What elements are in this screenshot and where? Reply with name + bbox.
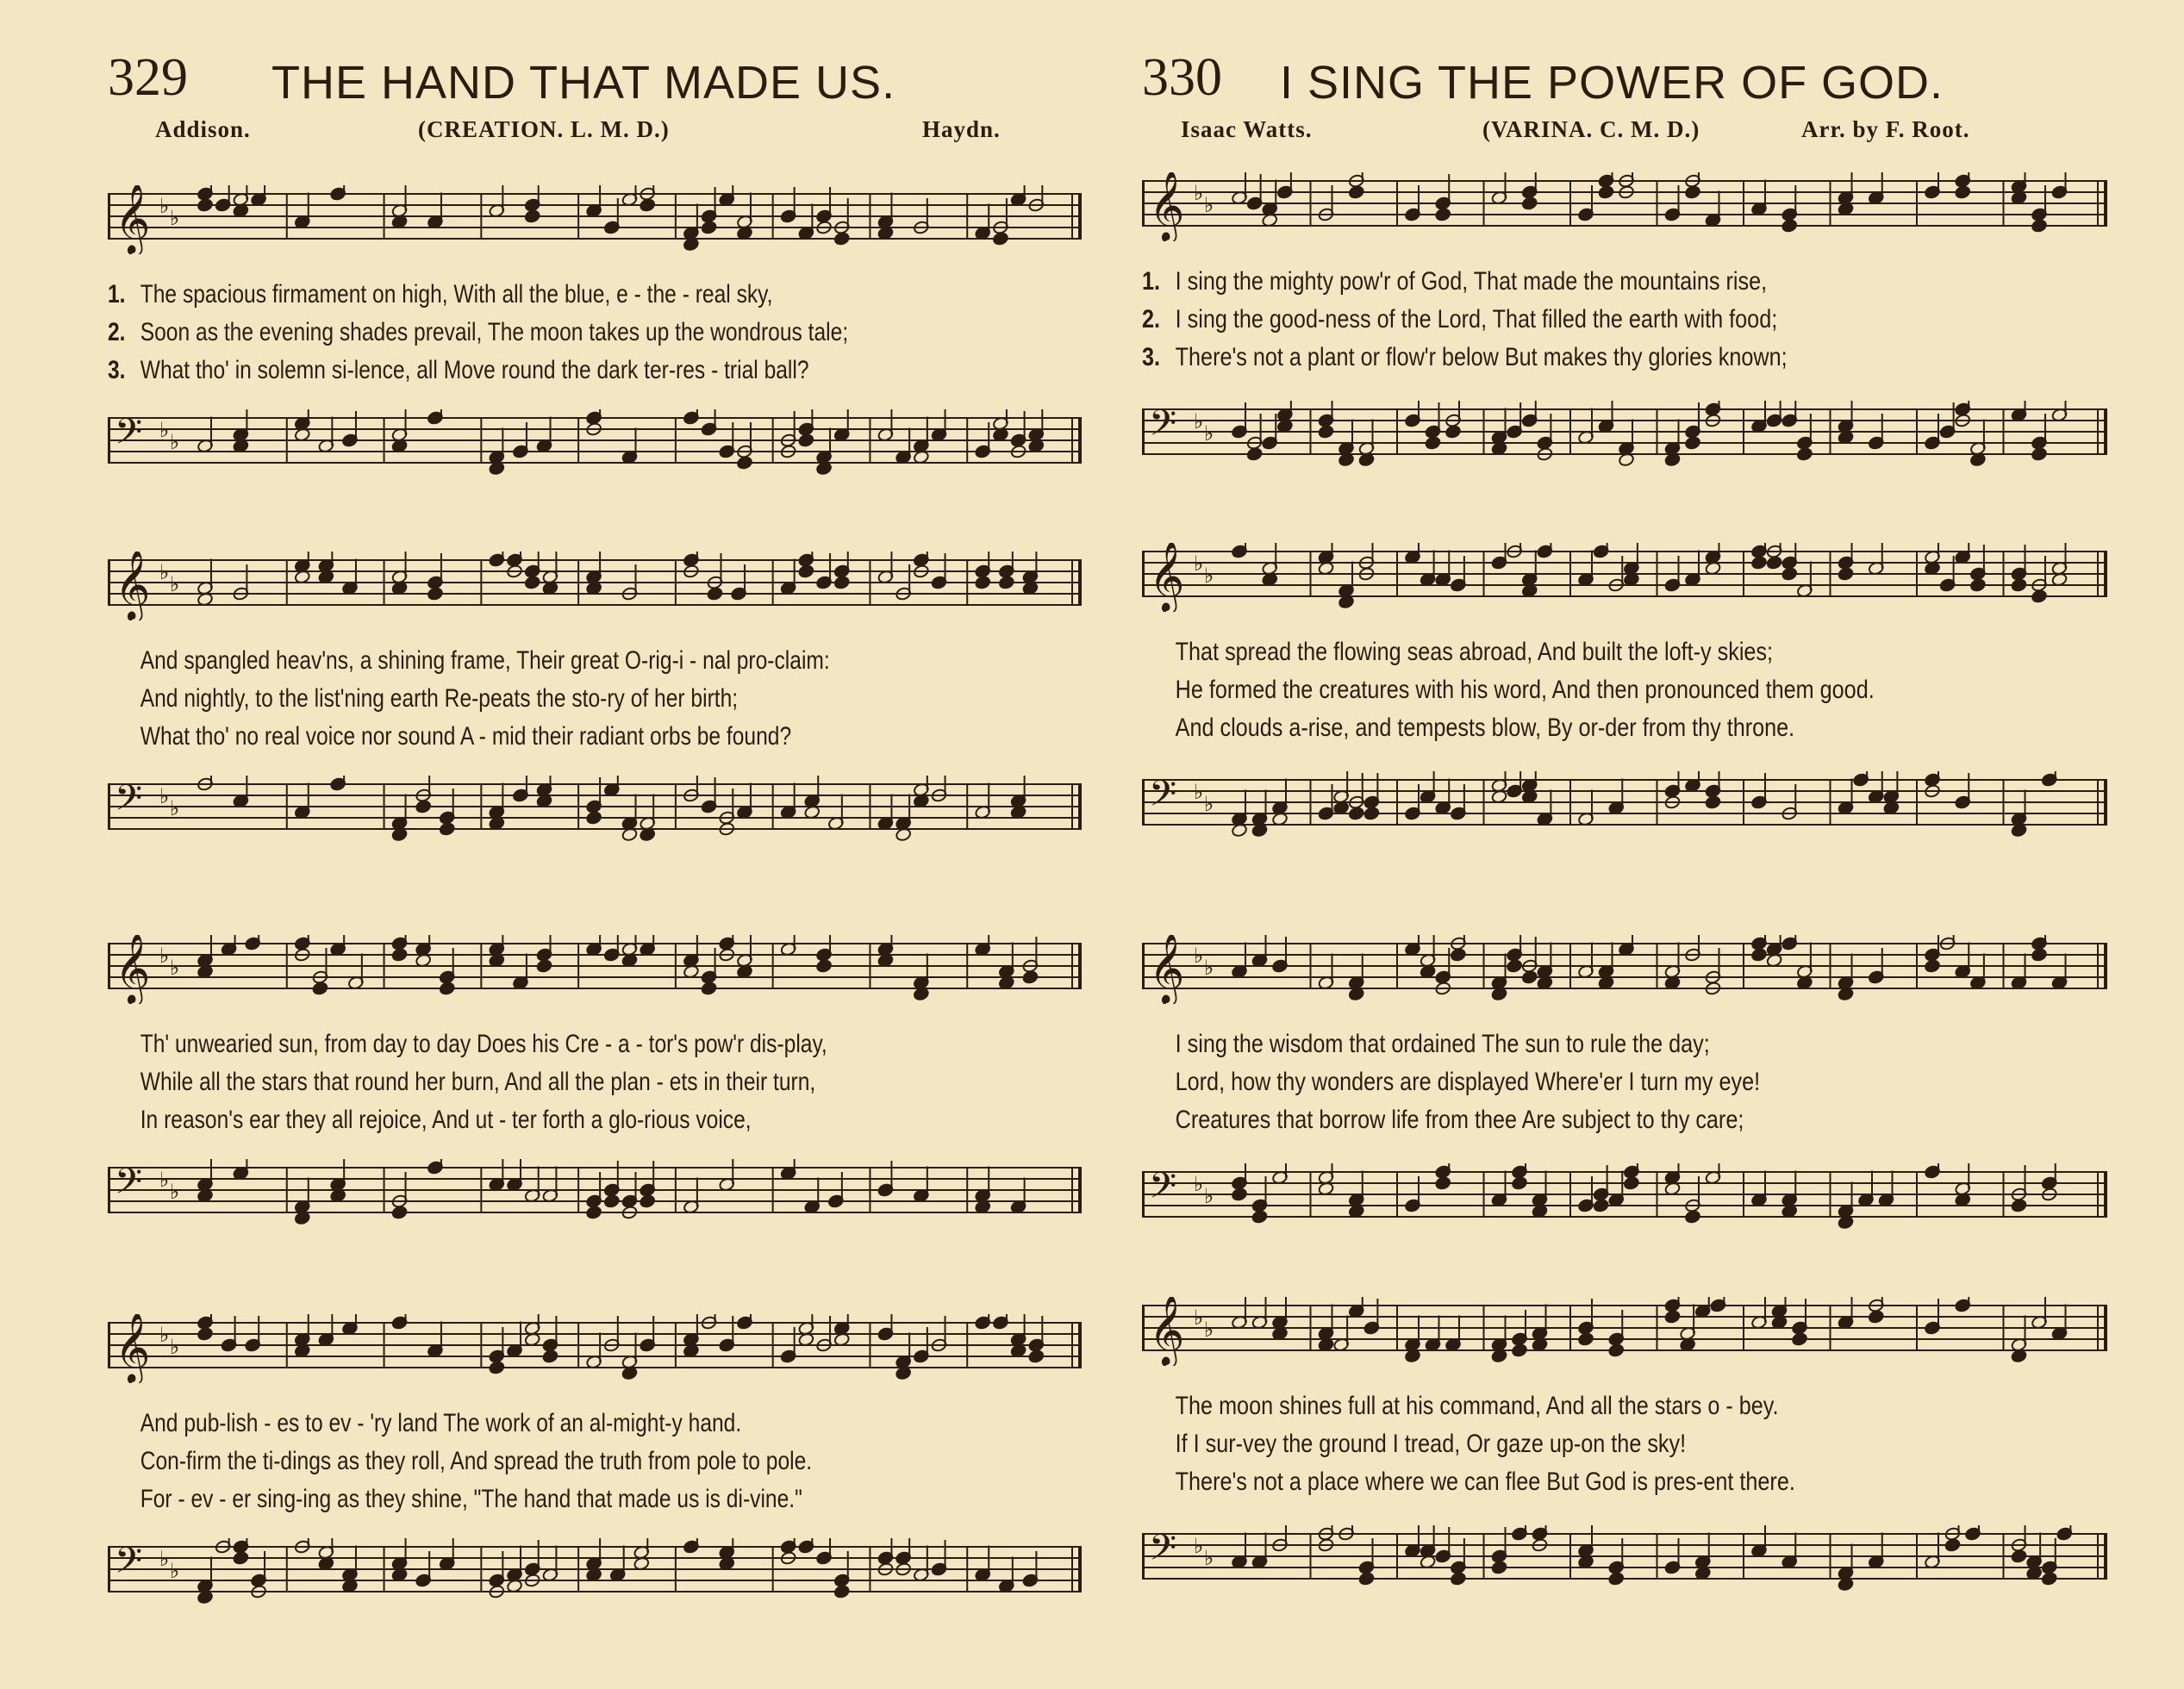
treble-staff	[1142, 935, 2107, 1003]
bar-line	[1071, 1547, 1073, 1592]
note-head	[536, 959, 552, 974]
note-head	[1450, 948, 1466, 963]
bass-staff	[108, 409, 1082, 471]
note-head	[992, 232, 1008, 246]
tune-name: (VARINA. C. M. D.)	[1482, 116, 1700, 142]
bar-line	[1078, 784, 1082, 829]
treble-staff-notation	[108, 185, 1082, 254]
flat-icon: ♭	[1194, 780, 1204, 804]
lyric-text: The spacious firmament on high, With all the blue, e - the - real sky,	[140, 280, 773, 309]
hymn-meta	[108, 116, 1082, 151]
lyric-text: What tho' no real voice nor sound A - mid their radiant orbs be found?	[140, 722, 792, 751]
verse-number: 3.	[108, 356, 126, 384]
flat-icon: ♭	[170, 796, 180, 820]
composer: Arr. by F. Root.	[1801, 116, 1970, 142]
bass-clef-icon: 𝄢	[1149, 1527, 1177, 1577]
note-head	[1246, 447, 1263, 462]
note-head	[1521, 196, 1538, 211]
bar-line	[2097, 1306, 2099, 1350]
bar-line	[108, 784, 110, 829]
lyric-line	[1142, 633, 1953, 671]
note-head	[2011, 578, 2027, 593]
lyric-line	[108, 1063, 907, 1101]
bass-staff-notation	[108, 1538, 1082, 1607]
bar-line	[1071, 784, 1073, 829]
note-head	[524, 209, 540, 224]
hymn-number: 330	[1142, 48, 1222, 107]
lyric-line	[108, 1101, 907, 1139]
bar-line	[108, 1547, 110, 1592]
treble-staff-notation	[1142, 543, 2107, 612]
note-head	[1868, 1310, 1884, 1324]
lyric-text: And pub-lish - es to ev - 'ry land The work of an al-might-y hand.	[140, 1409, 742, 1437]
lyric-line	[108, 276, 907, 314]
bar-line	[1078, 194, 1082, 239]
lyrics-block	[108, 276, 1082, 390]
note-head	[1511, 1343, 1527, 1358]
treble-staff-notation	[108, 1314, 1082, 1383]
treble-clef-icon: 𝄞	[1149, 1297, 1185, 1365]
note-head	[1358, 1572, 1375, 1586]
note-head	[1231, 1187, 1247, 1202]
hymn-329	[108, 47, 1082, 1590]
bar-line	[108, 1168, 110, 1212]
bar-line	[2104, 1534, 2107, 1579]
note-head	[586, 1206, 602, 1220]
lyric-line	[108, 314, 907, 352]
note-head	[1318, 425, 1334, 439]
treble-staff-notation	[1142, 172, 2107, 241]
flat-icon: ♭	[1194, 1172, 1204, 1196]
treble-staff-notation	[108, 552, 1082, 620]
note-head	[833, 576, 850, 590]
hymn-title: THE HAND THAT MADE US.	[271, 57, 896, 109]
flat-icon: ♭	[1204, 1546, 1214, 1570]
note-head	[1348, 185, 1364, 200]
note-head	[701, 221, 717, 235]
bar-line	[1142, 1172, 1145, 1217]
bass-staff	[1142, 771, 2107, 833]
flat-icon: ♭	[1194, 1306, 1204, 1330]
lyric-text: Con-firm the ti-dings as they roll, And spread the truth from pole to pole.	[140, 1447, 813, 1475]
verse-number: 1.	[108, 280, 126, 309]
lyric-text: The moon shines full at his command, And all the stars o - bey.	[1175, 1392, 1779, 1420]
treble-clef-icon: 𝄞	[1149, 543, 1185, 611]
lyric-line	[1142, 1387, 1953, 1425]
note-head	[1684, 1210, 1700, 1225]
bass-staff	[108, 776, 1082, 838]
note-head	[2011, 1199, 2027, 1213]
note-head	[1782, 219, 1798, 234]
bar-line	[2104, 1306, 2107, 1350]
note-head	[1684, 185, 1700, 200]
note-head	[1705, 795, 1721, 810]
bar-line	[1071, 560, 1073, 605]
lyric-text: And spangled heav'ns, a shining frame, Their great O-rig-i - nal pro-claim:	[140, 646, 830, 675]
lyric-line	[108, 1443, 907, 1480]
note-head	[1435, 208, 1451, 222]
treble-staff-notation	[1142, 1297, 2107, 1366]
bar-line	[1142, 181, 1145, 226]
note-head	[1577, 1332, 1594, 1347]
bass-staff	[108, 1159, 1082, 1221]
bar-line	[2104, 552, 2107, 596]
bar-line	[1071, 944, 1073, 988]
note-head	[1491, 1561, 1507, 1575]
bass-clef-icon: 𝄢	[1149, 773, 1177, 823]
lyric-line	[108, 718, 907, 756]
bass-staff	[1142, 1525, 2107, 1587]
treble-clef-icon: 𝄞	[115, 552, 151, 620]
lyric-line	[1142, 1063, 1953, 1101]
hymn-330	[1142, 47, 2107, 1577]
note-head	[1511, 1176, 1527, 1191]
note-head	[1924, 959, 1940, 974]
lyric-line	[1142, 1101, 1953, 1139]
bass-staff-notation	[108, 1159, 1082, 1228]
flat-icon: ♭	[159, 944, 170, 968]
flat-icon: ♭	[1204, 193, 1214, 217]
bar-line	[1078, 944, 1082, 988]
bass-staff-notation	[1142, 771, 2107, 840]
bar-line	[2097, 181, 2099, 226]
lyric-text: If I sur-vey the ground I tread, Or gaze up-on the sky!	[1175, 1430, 1687, 1458]
note-head	[1348, 807, 1364, 821]
bar-line	[108, 560, 110, 605]
note-head	[736, 456, 752, 471]
lyric-text: While all the stars that round her burn, And all the plan - ets in their turn,	[140, 1068, 816, 1096]
note-head	[1955, 185, 1971, 200]
flat-icon: ♭	[1194, 409, 1204, 433]
note-head	[1782, 567, 1798, 582]
treble-clef-icon: 𝄞	[1149, 172, 1185, 240]
bar-line	[1078, 1547, 1082, 1592]
note-head	[1593, 1199, 1609, 1213]
lyrics-block	[108, 1025, 1082, 1139]
lyric-line	[108, 352, 907, 390]
note-head	[640, 1194, 656, 1209]
verse-number: 2.	[108, 318, 126, 346]
lyric-text: And clouds a-rise, and tempests blow, By or-der from thy throne.	[1175, 714, 1795, 742]
note-head	[2031, 948, 2047, 963]
note-head	[427, 587, 443, 601]
bar-line	[1071, 418, 1073, 463]
bar-line	[1142, 944, 1145, 988]
note-head	[439, 982, 455, 996]
note-head	[1750, 948, 1767, 963]
note-head	[391, 948, 408, 963]
bar-line	[1071, 194, 1073, 239]
flat-icon: ♭	[1204, 1184, 1214, 1208]
note-head	[798, 433, 814, 448]
lyric-text: I sing the wisdom that ordained The sun to rule the day;	[1175, 1030, 1710, 1058]
note-head	[2031, 219, 2047, 234]
bar-line	[2104, 409, 2107, 454]
bar-line	[2104, 1172, 2107, 1217]
lyrics-block	[1142, 1387, 2107, 1501]
note-head	[233, 1551, 249, 1566]
lyric-text: He formed the creatures with his word, And then pronounced them good.	[1175, 676, 1875, 704]
lyric-line	[108, 1480, 907, 1518]
note-head	[707, 587, 723, 601]
bar-line	[108, 1323, 110, 1368]
lyric-text: In reason's ear they all rejoice, And ut - ter forth a glo-rious voice,	[140, 1106, 752, 1134]
note-head	[197, 1327, 213, 1342]
bar-line	[1078, 418, 1082, 463]
lyric-line	[1142, 1463, 1953, 1501]
flat-icon: ♭	[170, 956, 180, 980]
bar-line	[1078, 1168, 1082, 1212]
bass-staff	[108, 1538, 1082, 1600]
note-head	[1944, 1538, 1961, 1553]
flat-icon: ♭	[1194, 1534, 1204, 1558]
note-head	[1838, 567, 1854, 582]
note-head	[1684, 436, 1700, 451]
bar-line	[1142, 780, 1145, 825]
hymn-number: 329	[108, 48, 188, 107]
bass-clef-icon: 𝄢	[115, 411, 143, 461]
bar-line	[2104, 181, 2107, 226]
treble-staff	[108, 552, 1082, 620]
note-head	[439, 822, 455, 837]
verse-number: 3.	[1142, 343, 1161, 371]
lyric-line	[1142, 301, 1953, 339]
lyric-text: Soon as the evening shades prevail, The moon takes up the wondrous tale;	[140, 318, 849, 346]
bass-clef-icon: 𝄢	[1149, 402, 1177, 452]
treble-clef-icon: 𝄞	[115, 935, 151, 1003]
note-head	[2031, 447, 2047, 462]
note-head	[524, 576, 540, 590]
flat-icon: ♭	[170, 430, 180, 454]
author: Isaac Watts.	[1181, 116, 1313, 142]
note-head	[1445, 425, 1461, 439]
flat-icon: ♭	[170, 1180, 180, 1204]
lyric-line	[1142, 263, 1953, 301]
bass-clef-icon: 𝄢	[115, 1161, 143, 1211]
verse-number: 2.	[1142, 305, 1161, 333]
treble-staff	[1142, 543, 2107, 611]
flat-icon: ♭	[159, 560, 170, 584]
bar-line	[2097, 1534, 2099, 1579]
treble-staff	[1142, 1297, 2107, 1365]
bass-clef-icon: 𝄢	[1149, 1165, 1177, 1215]
lyrics-block	[1142, 263, 2107, 377]
bass-staff	[1142, 1163, 2107, 1225]
note-head	[815, 959, 832, 974]
note-head	[312, 982, 328, 996]
note-head	[1796, 447, 1813, 462]
bass-staff-notation	[108, 409, 1082, 478]
note-head	[586, 811, 602, 826]
bass-staff-notation	[108, 776, 1082, 844]
lyric-line	[1142, 671, 1953, 709]
lyric-text: Th' unwearied sun, from day to day Does his Cre - a - tor's pow'r dis-play,	[140, 1030, 827, 1058]
verse-number: 1.	[1142, 267, 1161, 296]
flat-icon: ♭	[1204, 1318, 1214, 1342]
bar-line	[108, 418, 110, 463]
lyric-line	[108, 1405, 907, 1443]
lyrics-block	[1142, 1025, 2107, 1139]
bar-line	[2097, 780, 2099, 825]
composer: Haydn.	[922, 116, 1001, 142]
note-head	[1608, 1343, 1625, 1358]
flat-icon: ♭	[159, 1168, 170, 1192]
note-head	[1969, 578, 1986, 593]
lyrics-block	[1142, 633, 2107, 747]
note-head	[701, 982, 717, 996]
note-head	[1507, 959, 1523, 974]
flat-icon: ♭	[1204, 792, 1214, 816]
flat-icon: ♭	[1194, 181, 1204, 205]
note-head	[1425, 436, 1441, 451]
bar-line	[1078, 1323, 1082, 1368]
bar-line	[2097, 944, 2099, 988]
note-head	[833, 232, 850, 246]
flat-icon: ♭	[1204, 564, 1214, 588]
flat-icon: ♭	[1194, 944, 1204, 968]
note-head	[1664, 1310, 1681, 1324]
lyric-line	[108, 680, 907, 718]
note-head	[975, 576, 991, 590]
note-head	[2031, 589, 2047, 604]
flat-icon: ♭	[1194, 552, 1204, 576]
note-head	[542, 1349, 558, 1364]
lyrics-block	[108, 1405, 1082, 1518]
note-head	[798, 564, 814, 579]
flat-icon: ♭	[159, 1323, 170, 1347]
bar-line	[2104, 780, 2107, 825]
bar-line	[1142, 1306, 1145, 1350]
treble-clef-icon: 𝄞	[115, 1314, 151, 1382]
lyric-text: There's not a place where we can flee But God is pres-ent there.	[1175, 1468, 1795, 1496]
bar-line	[2097, 552, 2099, 596]
lyric-text: I sing the mighty pow'r of God, That made the mountains rise,	[1175, 267, 1768, 296]
lyric-line	[1142, 709, 1953, 747]
hymn-meta	[1142, 116, 2107, 151]
bar-line	[2104, 944, 2107, 988]
note-head	[1450, 1572, 1466, 1586]
note-head	[2011, 1549, 2027, 1564]
lyric-text: Creatures that borrow life from thee Are subject to thy care;	[1175, 1106, 1744, 1134]
lyric-text: And nightly, to the list'ning earth Re-peats the sto-ry of her birth;	[140, 684, 739, 713]
bass-clef-icon: 𝄢	[115, 1540, 143, 1590]
bass-staff-notation	[1142, 401, 2107, 470]
note-head	[1623, 1176, 1639, 1191]
treble-staff	[108, 185, 1082, 253]
note-head	[2041, 1572, 2057, 1586]
flat-icon: ♭	[170, 1559, 180, 1583]
bar-line	[1078, 560, 1082, 605]
note-head	[1251, 1210, 1268, 1225]
treble-clef-icon: 𝄞	[1149, 935, 1185, 1003]
note-head	[391, 1206, 408, 1220]
note-head	[489, 1361, 505, 1375]
hymn-header	[1142, 47, 2107, 116]
lyric-text: I sing the good-ness of the Lord, That filled the earth with food;	[1175, 305, 1778, 333]
flat-icon: ♭	[159, 418, 170, 442]
bar-line	[108, 944, 110, 988]
note-head	[1022, 970, 1039, 985]
flat-icon: ♭	[170, 572, 180, 596]
treble-staff	[1142, 172, 2107, 240]
lyric-text: There's not a plant or flow'r below But makes thy glories known;	[1175, 343, 1788, 371]
lyric-text: That spread the flowing seas abroad, And built the loft-y skies;	[1175, 638, 1774, 666]
lyric-text: For - ev - er sing-ing as they shine, "The hand that made us is di-vine."	[140, 1485, 802, 1513]
hymn-header	[108, 47, 1082, 116]
lyric-line	[108, 642, 907, 680]
flat-icon: ♭	[1204, 956, 1214, 980]
note-head	[197, 198, 213, 213]
lyric-text: Lord, how thy wonders are displayed Where'er I turn my eye!	[1175, 1068, 1761, 1096]
bar-line	[108, 194, 110, 239]
note-head	[998, 576, 1014, 590]
flat-icon: ♭	[170, 206, 180, 230]
note-head	[1598, 185, 1614, 200]
bar-line	[2097, 409, 2099, 454]
bar-line	[1071, 1168, 1073, 1212]
bar-line	[1142, 409, 1145, 454]
flat-icon: ♭	[159, 194, 170, 218]
flat-icon: ♭	[159, 1547, 170, 1571]
lyrics-block	[108, 642, 1082, 756]
lyric-line	[1142, 339, 1953, 377]
note-head	[603, 1194, 620, 1209]
bass-staff	[1142, 401, 2107, 463]
treble-staff-notation	[1142, 935, 2107, 1004]
author: Addison.	[155, 116, 251, 142]
tune-name: (CREATION. L. M. D.)	[418, 116, 670, 142]
flat-icon: ♭	[1204, 421, 1214, 446]
treble-clef-icon: 𝄞	[115, 185, 151, 253]
bar-line	[1071, 1323, 1073, 1368]
note-head	[1363, 807, 1380, 821]
hymn-title: I SING THE POWER OF GOD.	[1280, 57, 1944, 109]
note-head	[1766, 556, 1782, 570]
treble-staff	[108, 1314, 1082, 1382]
lyric-line	[1142, 1025, 1953, 1063]
treble-staff	[108, 935, 1082, 1003]
bar-line	[1142, 1534, 1145, 1579]
flat-icon: ♭	[170, 1335, 180, 1359]
bass-clef-icon: 𝄢	[115, 777, 143, 827]
note-head	[1750, 556, 1767, 570]
note-head	[833, 1585, 850, 1599]
note-head	[415, 800, 432, 814]
bar-line	[2097, 1172, 2099, 1217]
note-head	[1521, 970, 1538, 985]
bass-staff-notation	[1142, 1163, 2107, 1232]
lyric-line	[108, 1025, 907, 1063]
lyric-text: What tho' in solemn si-lence, all Move round the dark ter-res - trial ball?	[140, 356, 809, 384]
bar-line	[1142, 552, 1145, 596]
flat-icon: ♭	[159, 784, 170, 808]
note-head	[1791, 1332, 1807, 1347]
note-head	[1435, 1176, 1451, 1191]
note-head	[640, 198, 656, 213]
bass-staff-notation	[1142, 1525, 2107, 1594]
note-head	[1028, 1349, 1045, 1364]
note-head	[1608, 1572, 1625, 1586]
treble-staff-notation	[108, 935, 1082, 1004]
lyric-line	[1142, 1425, 1953, 1463]
